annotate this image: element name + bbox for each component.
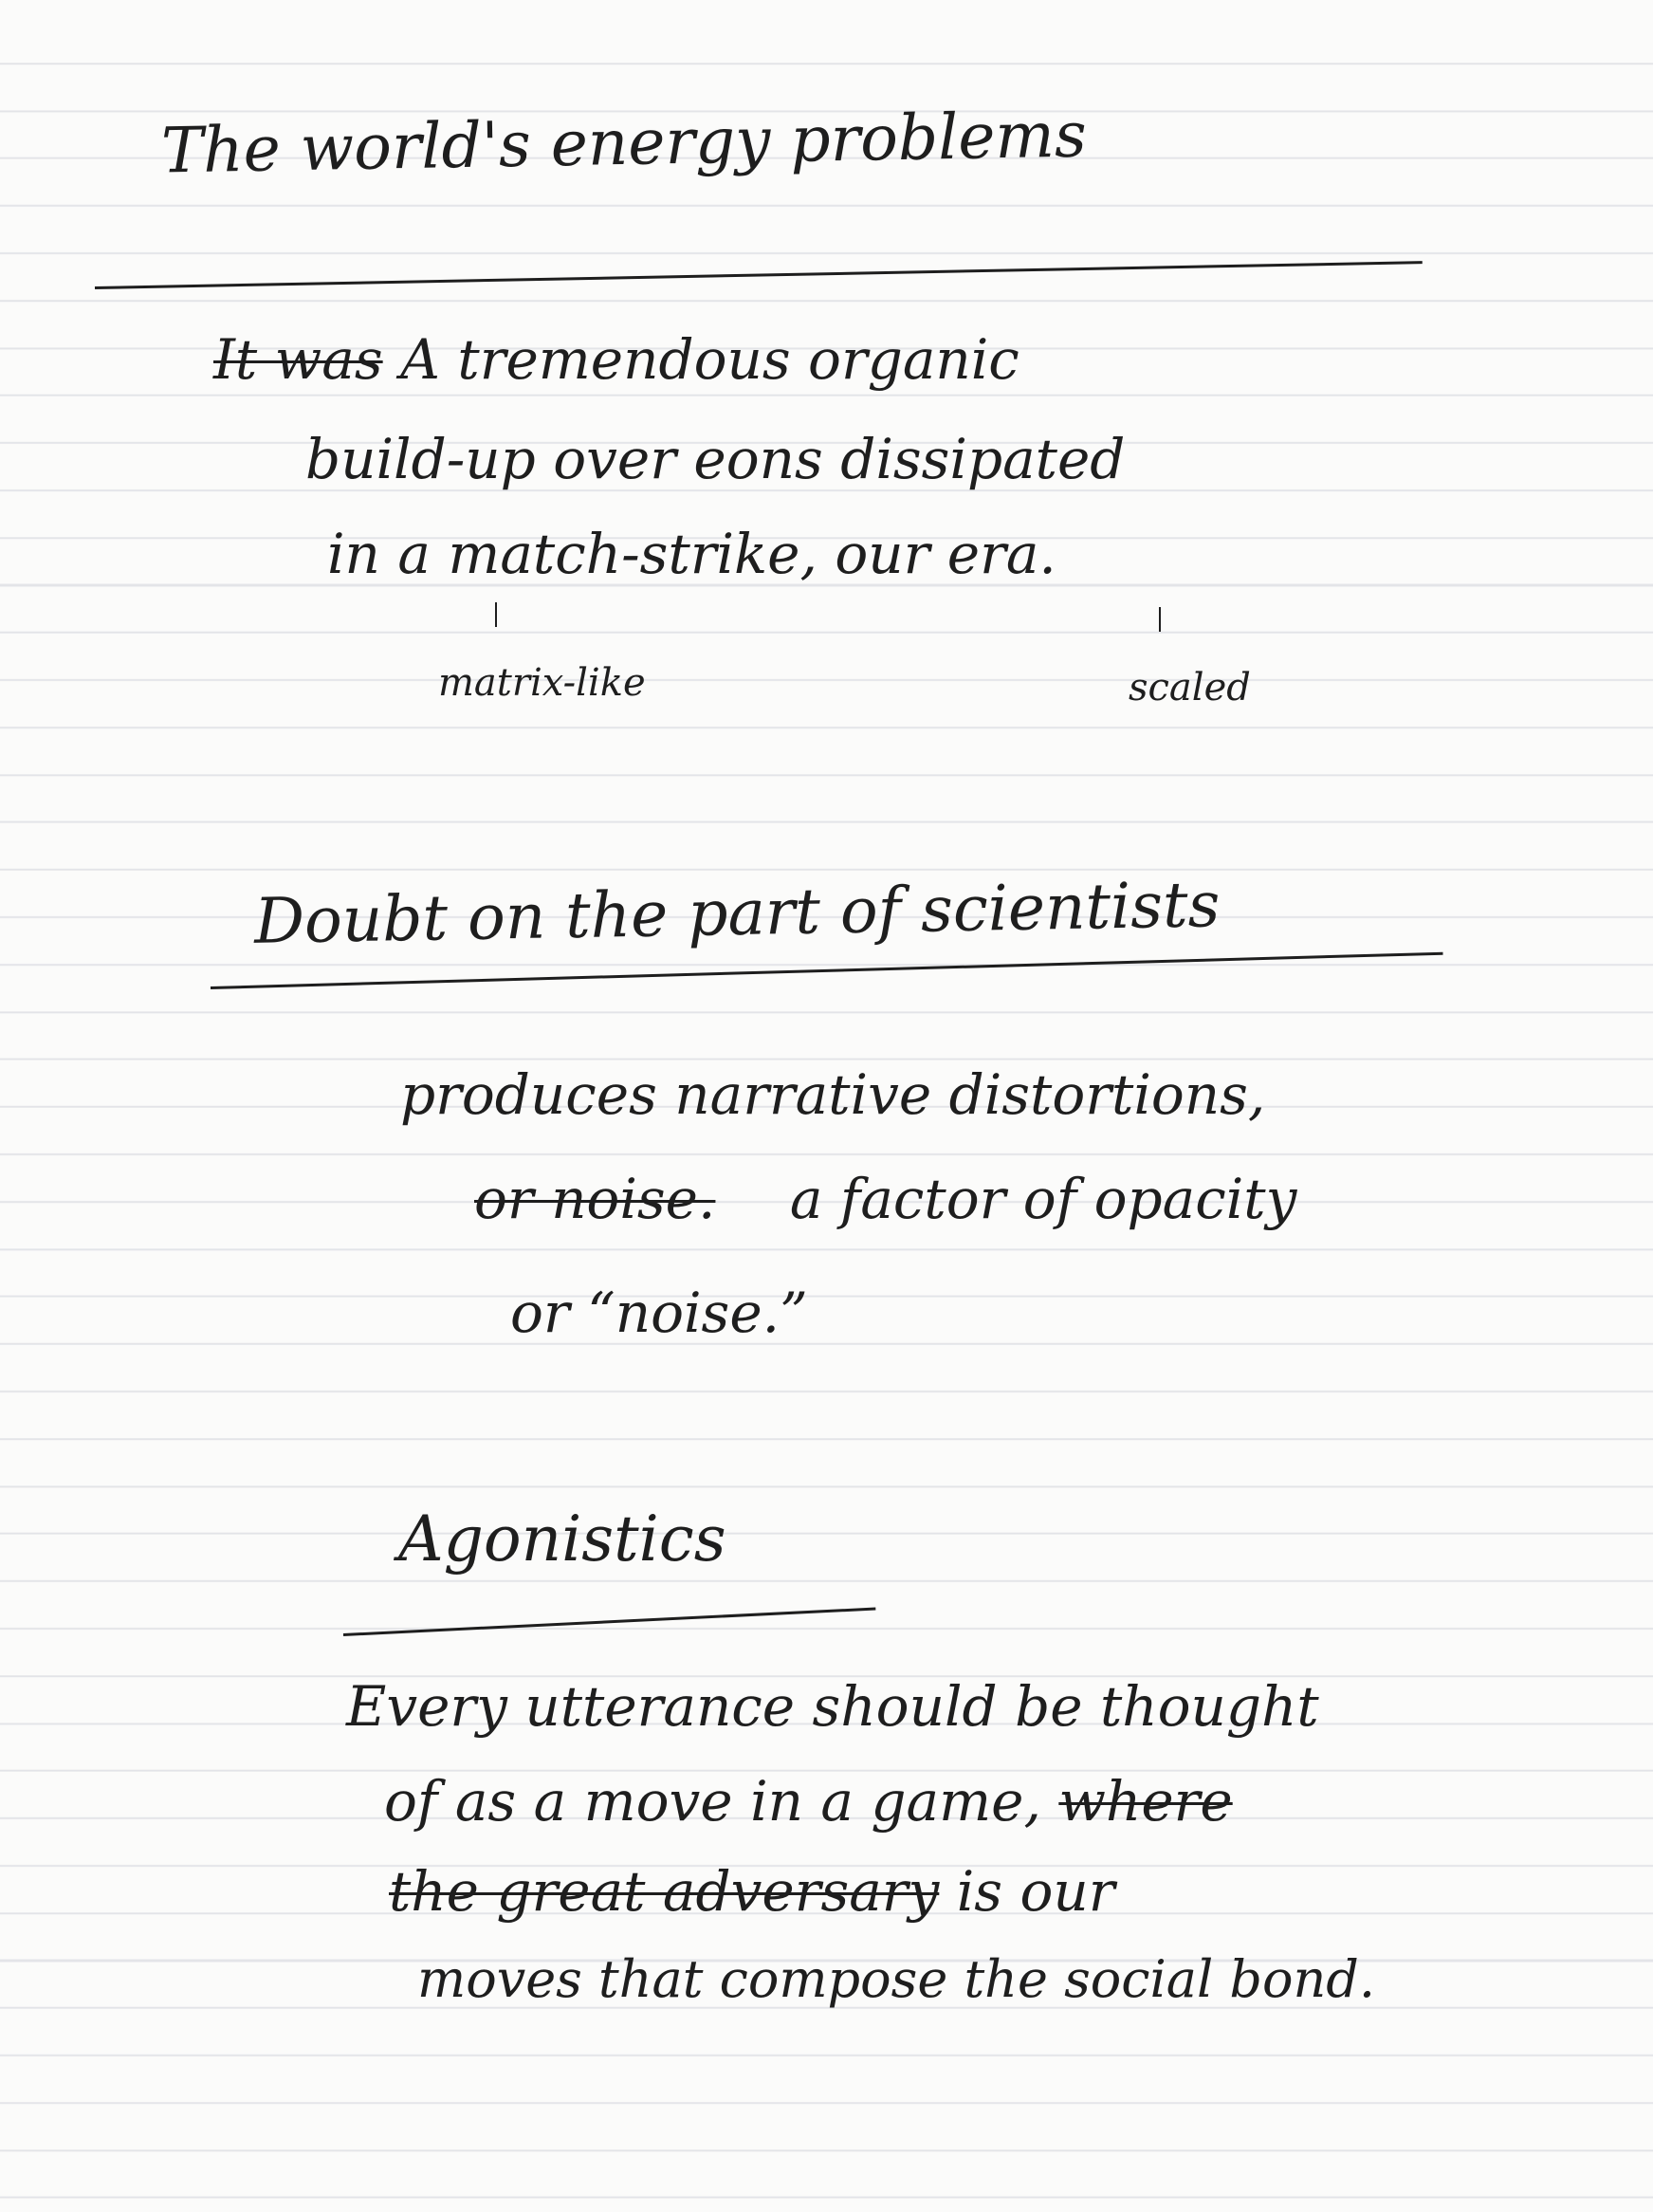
heading-underline <box>95 261 1423 289</box>
text-line: build-up over eons dissipated <box>305 427 1126 491</box>
text-line: produces narrative distortions, <box>400 1062 1266 1127</box>
text-line: moves that compose the social bond. <box>417 1949 1376 2009</box>
line-text: is our <box>956 1859 1115 1924</box>
struck-text: or noise. <box>474 1167 716 1231</box>
text-line <box>213 327 1019 392</box>
heading-doubt-scientists: Doubt on the part of scientists <box>253 868 1221 958</box>
annotation-scaled: scaled <box>1129 666 1251 710</box>
line-text: A tremendous organic <box>400 327 1019 392</box>
struck-text: where <box>1058 1769 1233 1834</box>
line-text: of as a move in a game, <box>384 1769 1041 1834</box>
text-line: or “noise.” <box>510 1281 808 1345</box>
annotation-matrix-like: matrix-like <box>438 661 646 705</box>
insertion-mark <box>1159 607 1161 632</box>
text-line <box>389 1859 1115 1924</box>
insertion-mark <box>495 602 497 627</box>
struck-text: the great adversary <box>389 1859 940 1924</box>
heading-underline <box>343 1608 875 1636</box>
line-text: a factor of opacity <box>789 1167 1297 1231</box>
text-line <box>474 1167 1297 1231</box>
heading-agonistics: Agonistics <box>398 1502 726 1576</box>
heading-energy-problems: The world's energy problems <box>160 98 1088 188</box>
text-line <box>384 1769 1233 1834</box>
text-line: Every utterance should be thought <box>346 1674 1319 1739</box>
struck-text: It was <box>213 327 383 392</box>
heading-underline <box>211 952 1443 989</box>
text-line: in a match-strike, our era. <box>327 522 1056 586</box>
